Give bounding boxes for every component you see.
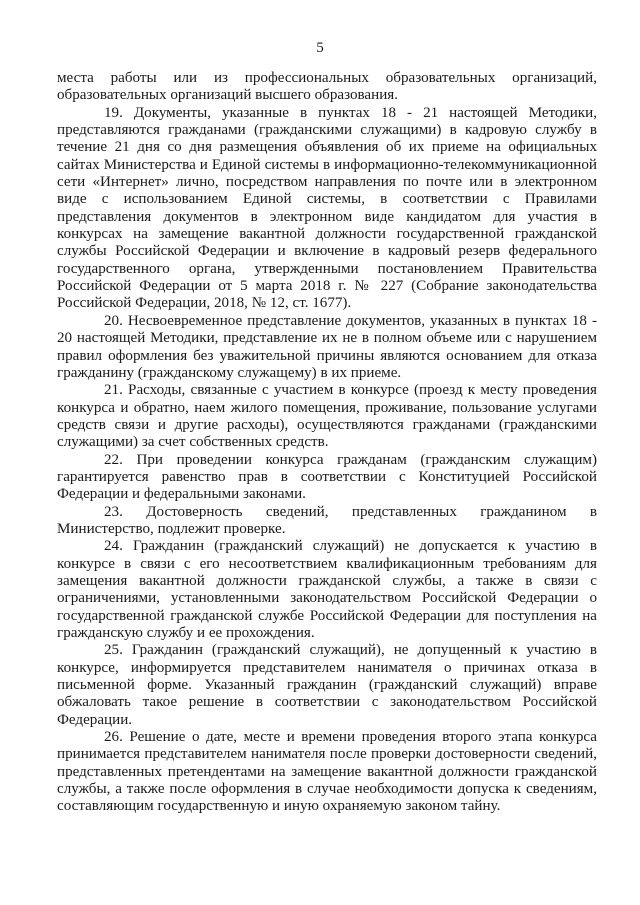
paragraph-22: 22. При проведении конкурса гражданам (гражданским служащим) гарантируется равенство прав в соответствии с Конституцией Российской Федерации и федеральными законами. <box>57 451 597 503</box>
paragraph-24: 24. Гражданин (гражданский служащий) не допускается к участию в конкурсе в связи с его несоответствием квалификационным требованиям для замещения вакантной должности гражданской службы, а также в связи с ограничениями, установленными законодательством Российской Федерации о государственной гражданской службе Российской Федерации для поступления на гражданскую службу и ее прохождения. <box>57 538 597 641</box>
paragraph-23: 23. Достоверность сведений, представленных гражданином в Министерство, подлежит проверке. <box>57 503 597 537</box>
paragraph-20: 20. Несвоевременное представление документов, указанных в пунктах 18 - 20 настоящей Методики, представление их не в полном объеме или с нарушением правил оформления без уважительной причины являются основанием для отказа гражданину (гражданскому служащему) в их приеме. <box>57 312 597 381</box>
paragraph-21: 21. Расходы, связанные с участием в конкурсе (проезд к месту проведения конкурса и обратно, наем жилого помещения, проживание, пользование услугами средств связи и другие расходы), осуществляются гражданами (гражданскими служащими) за счет собственных средств. <box>57 382 597 451</box>
page-number: 5 <box>316 40 324 56</box>
paragraph-26: 26. Решение о дате, месте и времени проведения второго этапа конкурса принимается представителем нанимателя после проверки достоверности сведений, представленных претендентами на замещение вакантной должности гражданской службы, а также после оформления в случае необходимости допуска к сведениям, составляющим государственную и иную охраняемую законом тайну. <box>57 729 597 815</box>
paragraph-19: 19. Документы, указанные в пунктах 18 - 21 настоящей Методики, представляются гражданами (гражданскими служащими) в кадровую службу в течение 21 дня со дня размещения объявления об их приеме на официальных сайтах Министерства и Единой системы в информационно-телекоммуникационной сети «Интернет» лично, посредством направления по почте или в электронном виде с использованием Единой системы, в соответствии с Правилами представления документов в электронном виде кандидатом для участия в конкурсах на замещение вакантной должности государственной гражданской службы Российской Федерации и включение в кадровый резерв федерального государственного органа, утвержденными постановлением Правительства Российской Федерации от 5 марта 2018 г. № 227 (Собрание законодательства Российской Федерации, 2018, № 12, ст. 1677). <box>57 104 597 312</box>
paragraph-25: 25. Гражданин (гражданский служащий), не допущенный к участию в конкурсе, информируется представителем нанимателя о причинах отказа в письменной форме. Указанный гражданин (гражданский служащий) вправе обжаловать такое решение в соответствии с законодательством Российской Федерации. <box>57 642 597 728</box>
paragraph-continuation: места работы или из профессиональных образовательных организаций, образовательных организаций высшего образования. <box>57 70 597 104</box>
document-body <box>57 70 597 816</box>
